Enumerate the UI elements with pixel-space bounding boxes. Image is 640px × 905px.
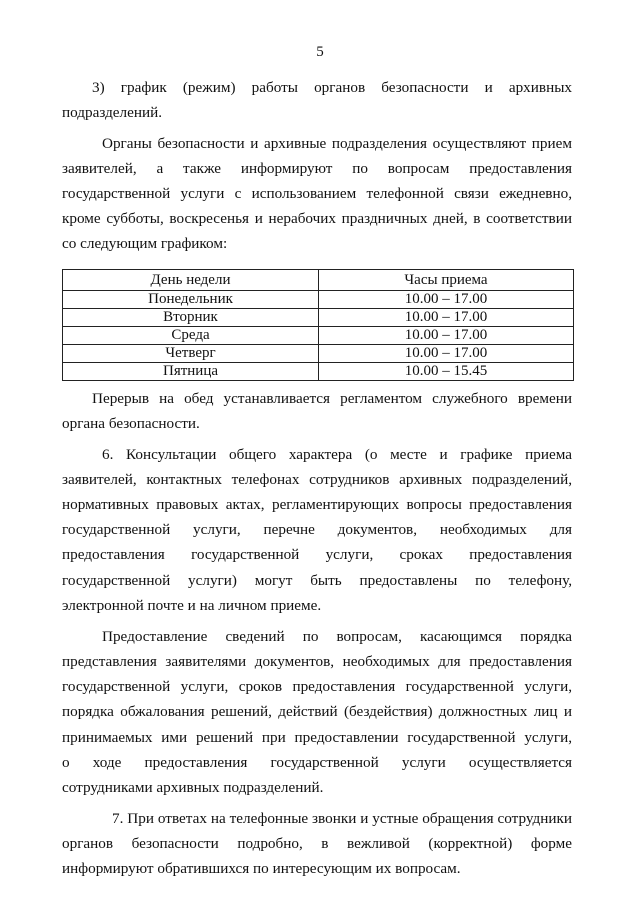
table-row bbox=[63, 363, 574, 381]
para-6-line-7: электронной почте и на личном приеме. bbox=[62, 597, 322, 614]
para-schedule-heading-line-2: подразделений. bbox=[62, 104, 163, 121]
para-7-line-2: органов безопасности подробно, в вежливой (корректной) форме bbox=[62, 835, 572, 852]
para-reception-line-3: государственной услуги с использованием телефонной связи ежедневно, bbox=[62, 185, 572, 202]
header-hours: Часы приема bbox=[319, 270, 574, 291]
hours-cell: 10.00 – 17.00 bbox=[319, 327, 574, 345]
para-info-line-7: сотрудниками архивных подразделений. bbox=[62, 779, 324, 796]
table-row bbox=[63, 327, 574, 345]
para-reception-line-1: Органы безопасности и архивные подразделения осуществляют прием bbox=[102, 135, 572, 152]
page-number: 5 bbox=[316, 44, 324, 60]
day-cell: Вторник bbox=[63, 309, 319, 327]
para-6-line-5: предоставления государственной услуги, сроках предоставления bbox=[62, 546, 572, 563]
table-header-row bbox=[63, 270, 574, 291]
hours-cell: 10.00 – 17.00 bbox=[319, 291, 574, 309]
para-info-line-2: представления заявителями документов, необходимых для предоставления bbox=[62, 653, 572, 670]
para-info-line-3: государственной услуги, сроков предоставления государственной услуги, bbox=[62, 678, 572, 695]
para-info-line-4: порядка обжалования решений, действий (бездействия) должностных лиц и bbox=[62, 703, 572, 720]
hours-cell: 10.00 – 17.00 bbox=[319, 345, 574, 363]
para-reception-line-4: кроме субботы, воскресенья и нерабочих праздничных дней, в соответствии bbox=[62, 210, 572, 227]
para-6-line-1: 6. Консультации общего характера (о месте и графике приема bbox=[102, 446, 572, 463]
day-cell: Четверг bbox=[63, 345, 319, 363]
para-info-line-1: Предоставление сведений по вопросам, касающимся порядка bbox=[102, 628, 572, 645]
para-6-line-6: государственной услуги) могут быть предоставлены по телефону, bbox=[62, 572, 572, 589]
para-6-line-3: нормативных правовых актах, регламентирующих вопросы предоставления bbox=[62, 496, 572, 513]
table-row bbox=[63, 345, 574, 363]
para-schedule-heading-line-1: 3) график (режим) работы органов безопасности и архивных bbox=[92, 79, 572, 96]
day-cell: Среда bbox=[63, 327, 319, 345]
schedule-table bbox=[62, 269, 574, 381]
para-break-line-2: органа безопасности. bbox=[62, 415, 200, 432]
hours-cell: 10.00 – 15.45 bbox=[319, 363, 574, 381]
para-info-line-5: принимаемых ими решений при предоставлении государственной услуги, bbox=[62, 729, 572, 746]
day-cell: Понедельник bbox=[63, 291, 319, 309]
table-row bbox=[63, 309, 574, 327]
para-info-line-6: о ходе предоставления государственной услуги осуществляется bbox=[62, 754, 572, 771]
hours-cell: 10.00 – 17.00 bbox=[319, 309, 574, 327]
header-day: День недели bbox=[63, 270, 319, 291]
table-row bbox=[63, 291, 574, 309]
para-reception-line-2: заявителей, а также информируют по вопросам предоставления bbox=[62, 160, 572, 177]
para-break-line-1: Перерыв на обед устанавливается регламентом служебного времени bbox=[92, 390, 572, 407]
para-7-line-3: информируют обратившихся по интересующим их вопросам. bbox=[62, 860, 461, 877]
day-cell: Пятница bbox=[63, 363, 319, 381]
para-reception-line-5: со следующим графиком: bbox=[62, 235, 228, 252]
para-6-line-2: заявителей, контактных телефонах сотрудников архивных подразделений, bbox=[62, 471, 572, 488]
para-7-line-1: 7. При ответах на телефонные звонки и устные обращения сотрудники bbox=[112, 810, 572, 827]
para-6-line-4: государственной услуги, перечне документов, необходимых для bbox=[62, 521, 572, 538]
